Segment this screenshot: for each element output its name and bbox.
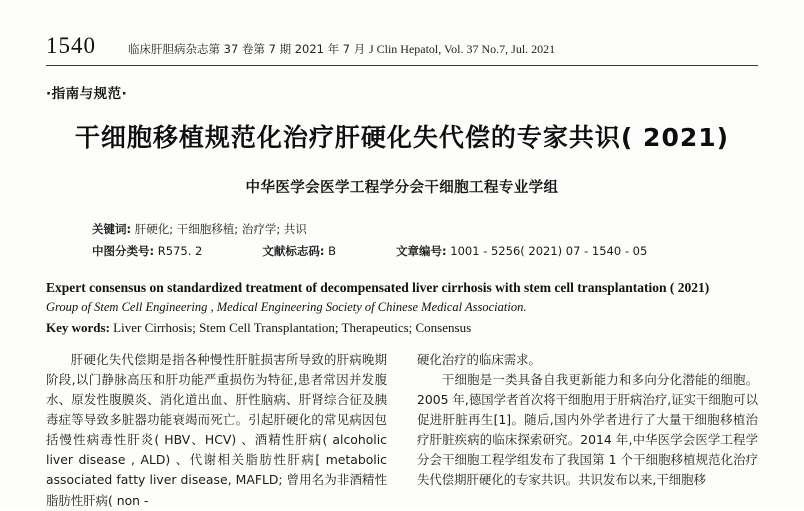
running-head: [46, 0, 758, 66]
english-keywords-value: Liver Cirrhosis; Stem Cell Transplantation; Therapeutics; Consensus: [113, 319, 472, 335]
english-title: Expert consensus on standardized treatment of decompensated liver cirrhosis with stem cell transplantation ( 2021): [46, 279, 710, 295]
article-id-group: [396, 241, 647, 263]
body-columns: [46, 350, 758, 511]
author-group: 中华医学会医学工程学分会干细胞工程专业学组: [245, 180, 559, 196]
running-head-text: [128, 43, 555, 60]
article-id-label: 文章编号:: [396, 243, 447, 258]
english-author-group: Group of Stem Cell Engineering , Medical Engineering Society of Chinese Medical Association.: [46, 299, 527, 314]
left-column: [46, 350, 387, 511]
article-metadata: [46, 219, 758, 263]
article-id-value: 1001 - 5256( 2021) 07 - 1540 - 05: [450, 243, 648, 258]
page-number: 1540: [46, 33, 96, 58]
clc-value: R575. 2: [157, 243, 203, 258]
page-title: 干细胞移植规范化治疗肝硬化失代偿的专家共识( 2021): [74, 123, 730, 152]
paragraph: 硬化治疗的临床需求。: [417, 351, 541, 367]
right-column: [417, 350, 758, 511]
clc-label: 中图分类号:: [92, 243, 155, 258]
paragraph: 肝硬化失代偿期是指各种慢性肝脏损害所导致的肝病晚期阶段,以门静脉高压和肝功能严重损伤为特征,患者常因并发腹水、原发性腹膜炎、消化道出血、肝性脑病、肝肾综合征及胰毒症等导致多脏器功能衰竭而死亡。引起肝硬化的常见病因包括慢性病毒性肝炎( HBV、HCV) 、酒精性肝病( alcoholic liver disease , ALD) 、代谢相关脂肪性肝病[ metabolic associated fatty liver disease, MAFLD; 曾用名为非酒精性脂肪性肝病( non -: [46, 351, 387, 508]
running-head-chinese: 临床肝胆病杂志第 37 卷第 7 期 2021 年 7 月: [128, 41, 366, 56]
english-abstract-header: [46, 279, 758, 336]
keywords-value: 肝硬化; 干细胞移植; 治疗学; 共识: [134, 222, 307, 236]
doc-code-group: [262, 241, 336, 263]
running-head-english: J Clin Hepatol, Vol. 37 No.7, Jul. 2021: [368, 41, 556, 56]
english-keywords-row: [46, 320, 758, 336]
identifier-row: [92, 241, 758, 263]
keywords-label: 关键词:: [92, 222, 132, 236]
section-tag: ·指南与规范·: [46, 86, 128, 102]
english-keywords-label: Key words:: [46, 319, 110, 335]
clc-group: [92, 241, 202, 263]
doc-code-label: 文献标志码:: [262, 243, 325, 258]
doc-code-value: B: [328, 243, 336, 258]
paragraph: 干细胞是一类具备自我更新能力和多向分化潜能的细胞。2005 年,德国学者首次将干细胞用于肝病治疗,证实干细胞可以促进肝脏再生[1]。随后,国内外学者进行了大量干细胞移植治疗肝脏疾病的临床探索研究。2014 年,中华医学会医学工程学分会干细胞工程学组发布了我国第 1 个干细胞移植规范化治疗失代偿期肝硬化的专家共识。共识发布以来,干细胞移: [417, 372, 758, 488]
keywords-row: [92, 219, 758, 241]
